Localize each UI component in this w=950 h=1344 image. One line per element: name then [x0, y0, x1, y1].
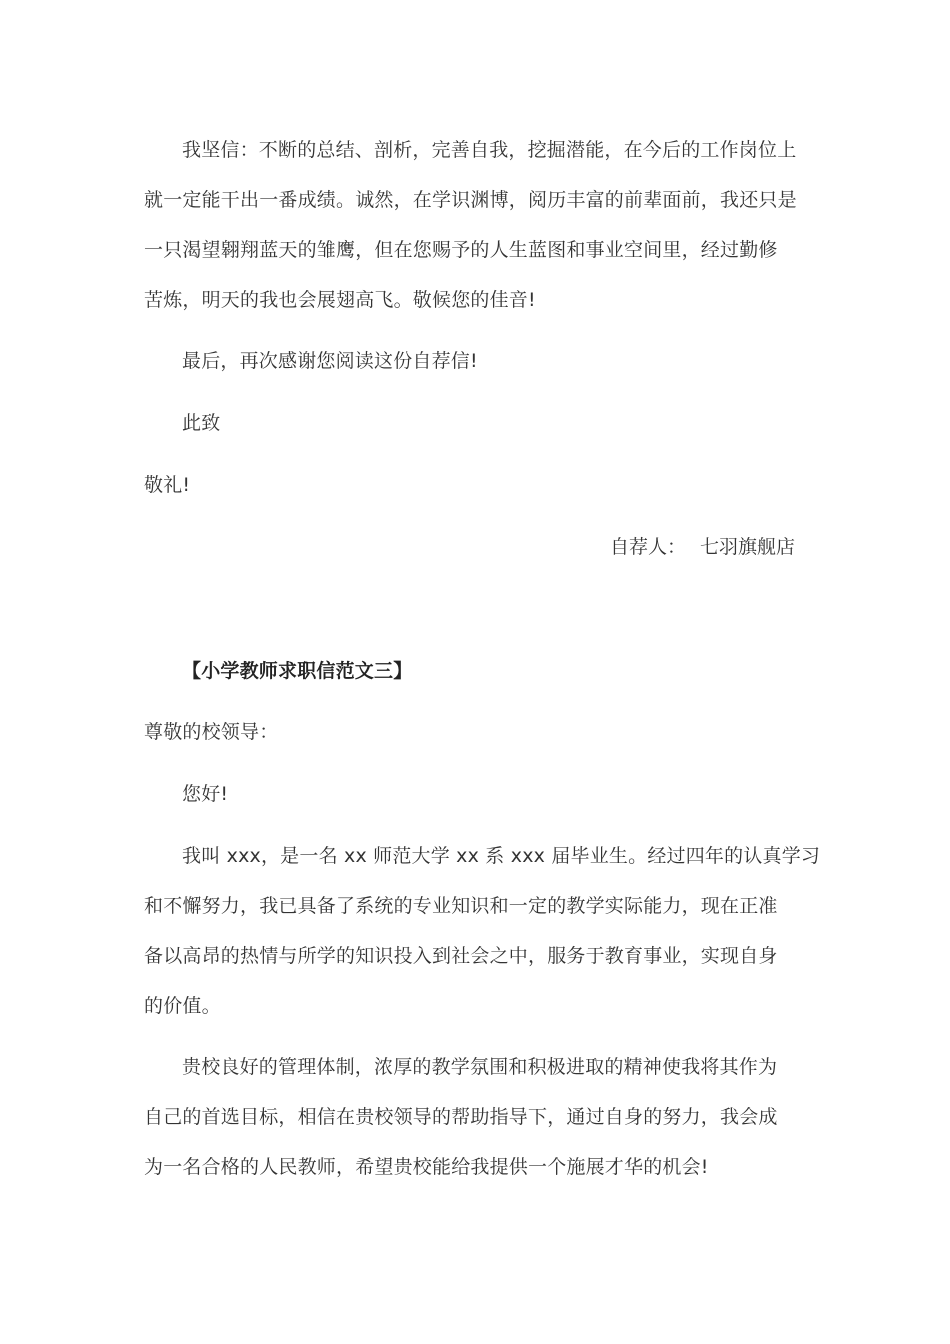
paragraph-line: 的价值。 [144, 995, 221, 1017]
salutation: 尊敬的校领导： [144, 721, 279, 743]
section-heading: 【小学教师求职信范文三】 [182, 660, 413, 682]
signature-label: 自荐人： [610, 536, 687, 558]
signature-name: 七羽旗舰店 [700, 536, 796, 558]
paragraph-line: 备以高昂的热情与所学的知识投入到社会之中，服务于教育事业，实现自身 [144, 945, 778, 967]
paragraph-line: 苦炼，明天的我也会展翅高飞。敬候您的佳音! [144, 289, 536, 311]
paragraph-line: 为一名合格的人民教师，希望贵校能给我提供一个施展才华的机会! [144, 1156, 709, 1178]
paragraph-line: 一只渴望翱翔蓝天的雏鹰，但在您赐予的人生蓝图和事业空间里，经过勤修 [144, 239, 778, 261]
paragraph-line: 我坚信：不断的总结、剖析，完善自我，挖掘潜能，在今后的工作岗位上 [182, 139, 797, 161]
closing-cizhi: 此致 [182, 412, 221, 434]
paragraph-line: 就一定能干出一番成绩。诚然，在学识渊博，阅历丰富的前辈面前，我还只是 [144, 189, 797, 211]
paragraph-line: 和不懈努力，我已具备了系统的专业知识和一定的教学实际能力，现在正准 [144, 895, 778, 917]
paragraph-line: 贵校良好的管理体制，浓厚的教学氛围和积极进取的精神使我将其作为 [182, 1056, 778, 1078]
closing-jingli: 敬礼! [144, 474, 191, 496]
paragraph-line: 我叫 xxx，是一名 xx 师范大学 xx 系 xxx 届毕业生。经过四年的认真学习 [182, 845, 821, 867]
greeting: 您好! [182, 783, 229, 805]
thanks-line: 最后，再次感谢您阅读这份自荐信! [182, 350, 478, 372]
paragraph-line: 自己的首选目标，相信在贵校领导的帮助指导下，通过自身的努力，我会成 [144, 1106, 778, 1128]
